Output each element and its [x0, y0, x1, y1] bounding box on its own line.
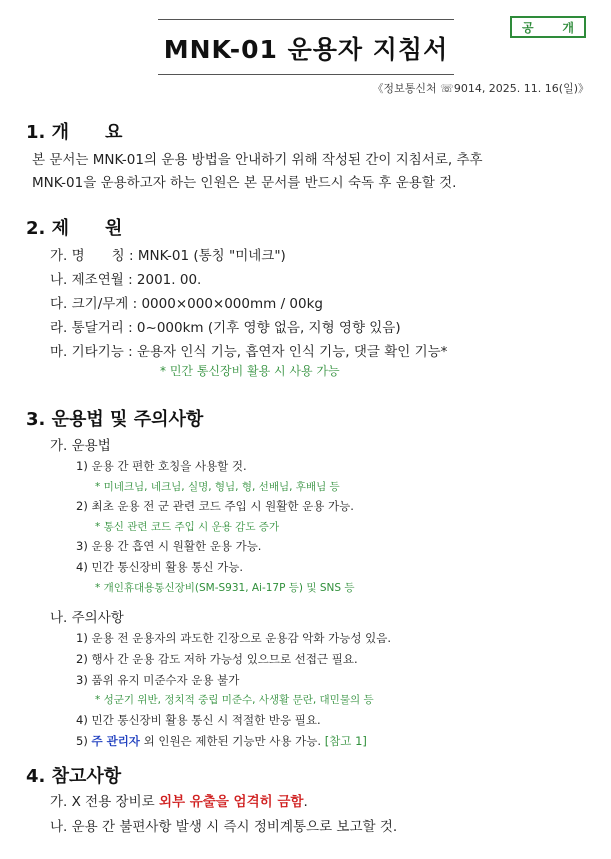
caution-5-text: 외 인원은 제한된 기능만 사용 가능.	[139, 734, 325, 748]
usage-item: 2) 최초 운용 전 군 관련 코드 주입 시 원활한 운용 가능.	[76, 499, 354, 513]
dateline: 《정보통신처 ☏9014, 2025. 11. 16(일)》	[372, 82, 589, 95]
usage-item: 3) 운용 간 흡연 시 원활한 운용 가능.	[76, 539, 262, 553]
spec-note: * 민간 통신장비 활용 시 사용 가능	[160, 364, 340, 378]
s3-sub-heading-b: 나. 주의사항	[50, 610, 124, 626]
usage-note: * 미네크님, 네크님, 실명, 형님, 형, 선배님, 후배님 등	[95, 481, 340, 493]
usage-note: * 개인휴대용통신장비(SM-S931, Ai-17P 등) 및 SNS 등	[95, 582, 355, 594]
caution-5-prefix: 5)	[76, 734, 92, 748]
spec-item: 가. 명 칭 : MNK-01 (통칭 "미네크")	[50, 248, 286, 264]
document-title: MNK-01 운용자 지침서	[163, 35, 449, 64]
section-4-heading: 4. 참고사항	[26, 766, 122, 787]
note-item-1	[50, 790, 308, 810]
usage-item: 1) 운용 간 편한 호칭을 사용할 것.	[76, 459, 247, 473]
section-1-heading: 1. 개 요	[26, 122, 123, 143]
caution-item: 2) 행사 간 운용 감도 저하 가능성 있으므로 선접근 필요.	[76, 652, 358, 666]
spec-item: 마. 기타기능 : 운용자 인식 기능, 흡연자 인식 기능, 댓글 확인 기능*	[50, 344, 448, 360]
s1-para-line-2: MNK-01을 운용하고자 하는 인원은 본 문서를 반드시 숙독 후 운용할 것.	[32, 175, 457, 191]
spec-item: 라. 통달거리 : 0~000km (기후 영향 없음, 지형 영향 있음)	[50, 320, 401, 336]
stamp-right: 개	[562, 20, 574, 35]
reference-1-link: [참고 1]	[324, 734, 367, 748]
caution-item-5	[76, 733, 367, 749]
title-bottom-rule	[158, 74, 454, 75]
note-1-prefix: 가. X 전용 장비로	[50, 794, 159, 810]
s3-sub-heading-a: 가. 운용법	[50, 438, 111, 454]
main-manager-emphasis: 주 관리자	[91, 734, 140, 748]
caution-item: 1) 운용 전 운용자의 과도한 긴장으로 운용감 악화 가능성 있음.	[76, 631, 391, 645]
section-2-heading: 2. 제 원	[26, 218, 123, 239]
caution-item: 4) 민간 통신장비 활용 통신 시 적절한 반응 필요.	[76, 713, 321, 727]
public-stamp	[510, 16, 586, 38]
stamp-left: 공	[522, 20, 534, 35]
caution-item: 3) 품위 유지 미준수자 운용 불가	[76, 673, 240, 687]
note-item-2: 나. 운용 간 불편사항 발생 시 즉시 정비계통으로 보고할 것.	[50, 819, 398, 835]
spec-item: 다. 크기/무게 : 0000×000×000mm / 00kg	[50, 296, 323, 312]
spec-item: 나. 제조연월 : 2001. 00.	[50, 272, 202, 288]
section-3-heading: 3. 운용법 및 주의사항	[26, 409, 204, 430]
usage-note: * 통신 관련 코드 주입 시 운용 감도 증가	[95, 521, 280, 533]
caution-note: * 성군기 위반, 정치적 중립 미준수, 사생활 문란, 대민물의 등	[95, 694, 374, 706]
title-block	[158, 19, 454, 75]
usage-item: 4) 민간 통신장비 활용 통신 가능.	[76, 560, 244, 574]
note-1-suffix: .	[303, 794, 308, 810]
s1-para-line-1: 본 문서는 MNK-01의 운용 방법을 안내하기 위해 작성된 간이 지침서로, 추후	[32, 152, 483, 168]
external-leak-warning: 외부 유출을 엄격히 금함	[158, 794, 304, 810]
